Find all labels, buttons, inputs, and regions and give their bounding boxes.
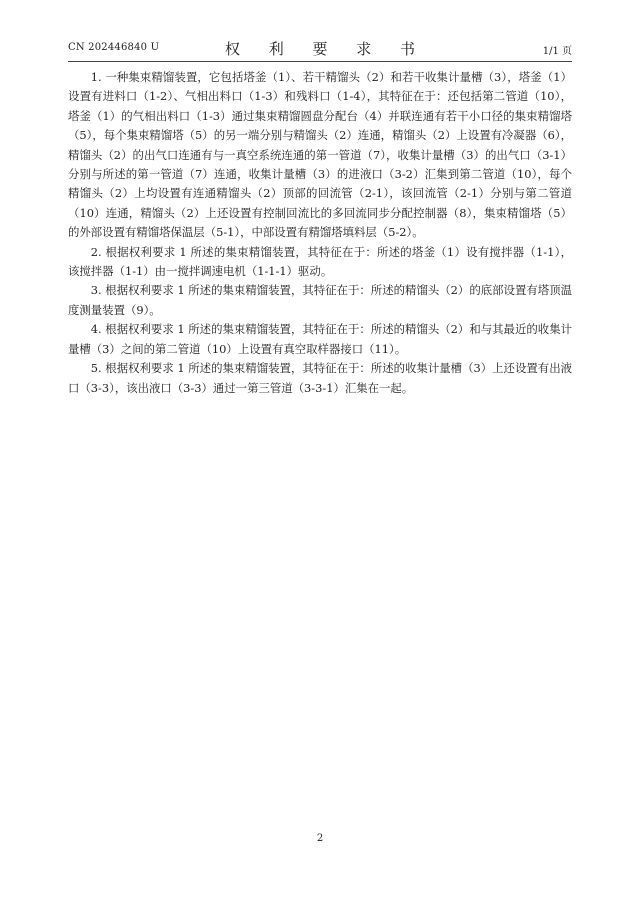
claim-2: 2. 根据权利要求 1 所述的集束精馏装置，其特征在于：所述的塔釜（1）设有搅拌器（1-1），该搅拌器（1-1）由一搅拌调速电机（1-1-1）驱动。 — [68, 244, 572, 279]
page-header — [68, 38, 572, 60]
document-title: 权 利 要 求 书 — [224, 40, 428, 58]
claim-5: 5. 根据权利要求 1 所述的集束精馏装置，其特征在于：所述的收集计量槽（3）上还设置有出液口（3-3），该出液口（3-3）通过一第三管道（3-3-1）汇集在一起。 — [68, 361, 572, 395]
claim-4: 4. 根据权利要求 1 所述的集束精馏装置，其特征在于：所述的精馏头（2）和与其最近的收集计量槽（3）之间的第二管道（10）上设置有真空取样器接口（11）。 — [68, 322, 572, 356]
header-divider — [68, 61, 572, 62]
claim-3: 3. 根据权利要求 1 所述的集束精馏装置，其特征在于：所述的精馏头（2）的底部设置有塔顶温度测量装置（9）。 — [68, 283, 572, 317]
claims-body — [68, 68, 572, 398]
page-info: 1/1 页 — [542, 46, 572, 57]
publication-number: CN 202446840 U — [68, 42, 160, 53]
claim-1: 1. 一种集束精馏装置，它包括塔釜（1）、若干精馏头（2）和若干收集计量槽（3），塔釜（1）设置有进料口（1-2）、气相出料口（1-3）和残料口（1-4），其特征在于：还包括第二管道（10），塔釜（1）的气相出料口（1-3）通过集束精馏圆盘分配台（4）并联连通有若干小口径的集束精馏塔（5），每个集束精馏塔（5）的另一端分别与精馏头（2）连通，精馏头（2）上设置有冷凝器（6），精馏头（2）的出气口连通有与一真空系统连通的第一管道（7），收集计量槽（3）的出气口（3-1）分别与所述的第一管道（7）连通，收集计量槽（3）的进液口（3-2）汇集到第二管道（10），每个精馏头（2）上均设置有连通精馏头（2）顶部的回流管（2-1），该回流管（2-1）分别与第二管道（10）连通，精馏头（2）上还设置有控制回流比的多回流同步分配控制器（8），集束精馏塔（5）的外部设置有精馏塔保温层（5-1），中部设置有精馏塔填料层（5-2）。 — [68, 70, 572, 240]
page-number: 2 — [316, 833, 324, 844]
